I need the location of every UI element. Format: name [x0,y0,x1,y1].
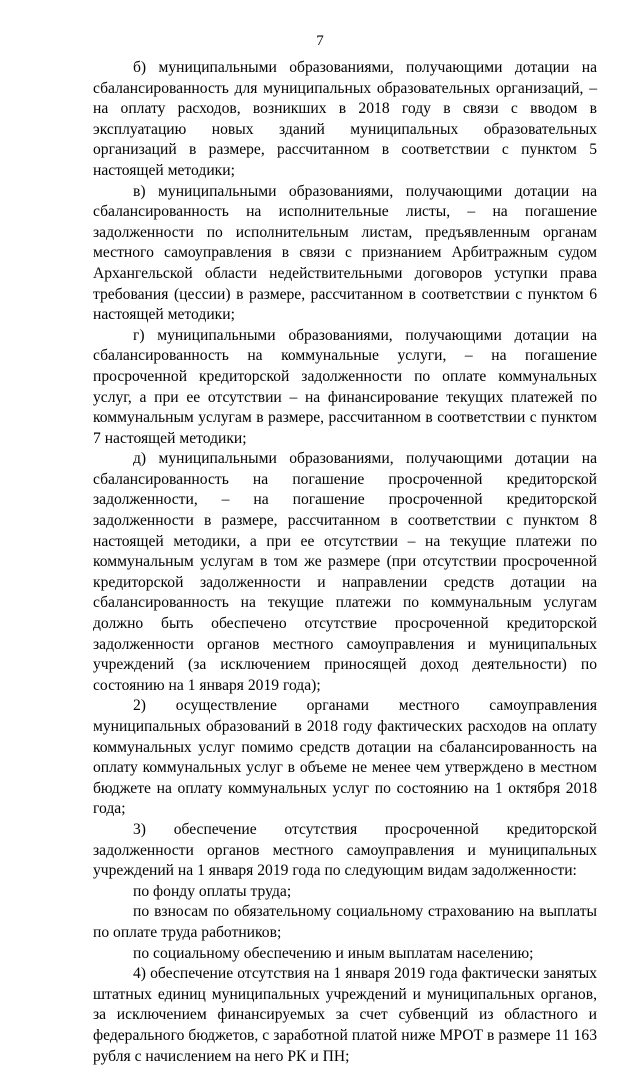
paragraph-3: 3) обеспечение отсутствия просроченной кредиторской задолженности органов местного самоуправления и муниципальных учреждений на 1 января 2019 года по следующим видам задолженности: [93,820,597,880]
paragraph-b: б) муниципальными образованиями, получающими дотации на сбалансированность для муниципальных образовательных организаций, – на оплату расходов, возникших в 2018 году в связи с вводом в эксплуатацию новых зданий муниципальных образовательных организаций в размере, рассчитанном в соответствии с пунктом 5 настоящей методики; [93,59,597,179]
page-number: 7 [316,33,324,49]
list-item-social: по социальному обеспечению и иным выплатам населению; [133,944,534,962]
paragraph-4: 4) обеспечение отсутствия на 1 января 2019 года фактически занятых штатных единиц муниципальных учреждений и муниципальных органов, за исключением финансируемых за счет субвенций из областного и федерального бюджетов, с заработной платой ниже МРОТ в размере 11 163 рубля с начислением на него РК и ПН; [93,965,597,1065]
paragraph-v: в) муниципальными образованиями, получающими дотации на сбалансированность на исполнительные листы, – на погашение задолженности по исполнительным листам, предъявленным органам местного самоуправления в связи с признанием Арбитражным судом Архангельской области недействительными договоров уступки права требования (цессии) в размере, рассчитанном в соответствии с пунктом 6 настоящей методики; [93,182,597,324]
list-item-insurance: по взносам по обязательному социальному страхованию на выплаты по оплате труда работников; [93,903,597,941]
paragraph-g: г) муниципальными образованиями, получающими дотации на сбалансированность на коммунальные услуги, – на погашение просроченной кредиторской задолженности по оплате коммунальных услуг, а при ее отсутствии – на финансирование текущих платежей по коммунальным услугам в размере, рассчитанном в соответствии с пунктом 7 настоящей методики; [93,326,597,447]
list-item-payroll: по фонду оплаты труда; [133,882,292,900]
paragraph-2: 2) осуществление органами местного самоуправления муниципальных образований в 2018 году фактических расходов на оплату коммунальных услуг помимо средств дотации на сбалансированность на оплату коммунальных услуг в объеме не менее чем утверждено в местном бюджете на оплату коммунальных услуг по состоянию на 1 октября 2018 года; [93,697,597,818]
document-body [93,58,597,1067]
paragraph-d: д) муниципальными образованиями, получающими дотации на сбалансированность на погашение просроченной кредиторской задолженности, – на погашение просроченной кредиторской задолженности в размере, рассчитанном в соответствии с пунктом 8 настоящей методики, а при ее отсутствии – на текущие платежи по коммунальным услугам в том же размере (при отсутствии просроченной кредиторской задолженности и направлении средств дотации на сбалансированность на текущие платежи по коммунальным услугам должно быть обеспечено отсутствие просроченной кредиторской задолженности органов местного самоуправления и муниципальных учреждений (за исключением приносящей доход деятельности) по состоянию на 1 января 2019 года); [93,450,597,694]
